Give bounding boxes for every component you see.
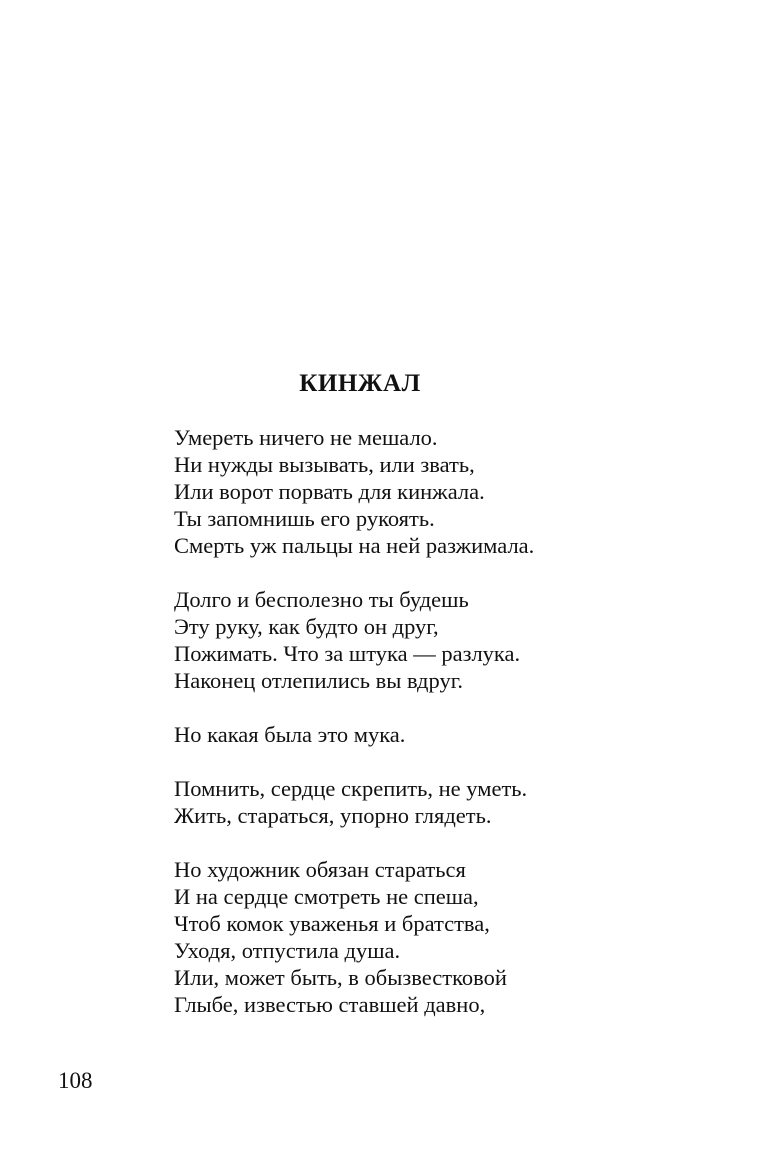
- poem-line: Но какая была это мука.: [174, 722, 406, 747]
- poem-line: Или ворот порвать для кинжала.: [174, 479, 485, 504]
- poem-line: Глыбе, известью ставшей давно,: [174, 992, 486, 1017]
- stanza-4: [174, 775, 734, 829]
- poem-line: Наконец отлепились вы вдруг.: [174, 668, 464, 693]
- stanza-1: [174, 424, 734, 559]
- poem-line: Но художник обязан стараться: [174, 857, 466, 882]
- poem-line: Чтоб комок уваженья и братства,: [174, 911, 490, 936]
- poem-line: Смерть уж пальцы на ней разжимала.: [174, 533, 535, 558]
- stanza-2: [174, 586, 734, 694]
- poem-line: И на сердце смотреть не спеша,: [174, 884, 479, 909]
- page-number: 108: [58, 1068, 93, 1093]
- poem-line: Жить, стараться, упорно глядеть.: [174, 803, 492, 828]
- poem-line: Эту руку, как будто он друг,: [174, 614, 439, 639]
- poem-line: Умереть ничего не мешало.: [174, 425, 438, 450]
- poem-line: Долго и бесполезно ты будешь: [174, 587, 469, 612]
- poem-body: [174, 424, 734, 1045]
- poem-line: Ты запомнишь его рукоять.: [174, 506, 435, 531]
- poem-line: Ни нужды вызывать, или звать,: [174, 452, 475, 477]
- poem-title: КИНЖАЛ: [299, 370, 421, 397]
- stanza-3: [174, 721, 734, 748]
- poem-line: Или, может быть, в обызвестковой: [174, 965, 507, 990]
- poem-line: Пожимать. Что за штука — разлука.: [174, 641, 521, 666]
- poem-line: Уходя, отпустила душа.: [174, 938, 401, 963]
- stanza-5: [174, 856, 734, 1018]
- poem-line: Помнить, сердце скрепить, не уметь.: [174, 776, 528, 801]
